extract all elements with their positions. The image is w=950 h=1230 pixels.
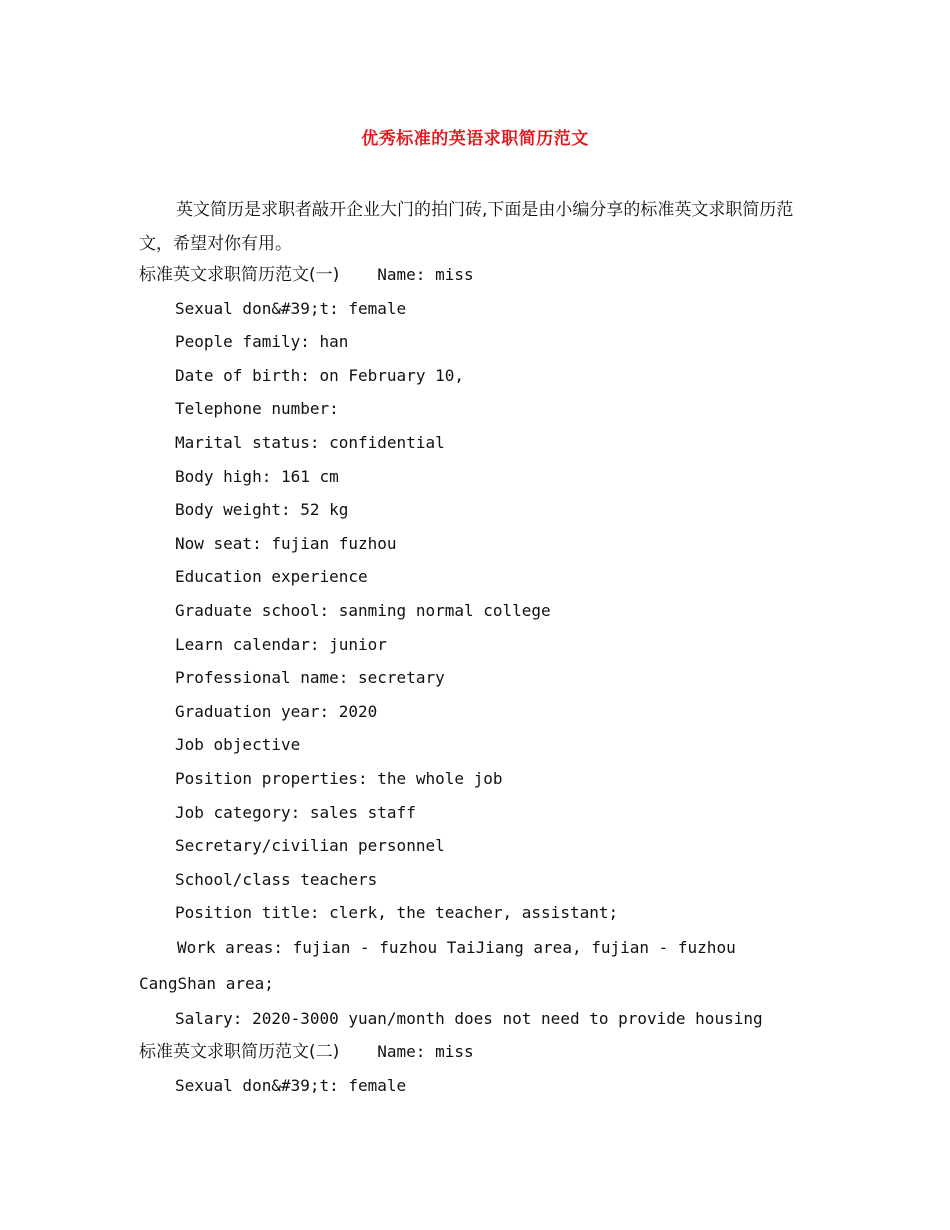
resume-2-heading-line xyxy=(0,1035,950,1069)
resume-1-item: Body high: 161 cm xyxy=(175,466,339,486)
resume-1-item: Now seat: fujian fuzhou xyxy=(175,533,397,553)
resume-1-item: Job objective xyxy=(175,735,301,755)
resume-1-item: Telephone number: xyxy=(175,399,339,419)
resume-1-salary: Salary: 2020-3000 yuan/month does not need to provide housing xyxy=(175,1008,763,1028)
resume-1-item: Professional name: secretary xyxy=(175,668,445,688)
resume-1-item: Job category: sales staff xyxy=(175,802,416,822)
document-title: 优秀标准的英语求职简历范文 xyxy=(361,129,589,149)
resume-1-work-areas: Work areas: fujian - fuzhou TaiJiang area, fujian - fuzhou CangShan area; xyxy=(139,937,736,993)
resume-2-item: Sexual don&#39;t: female xyxy=(175,1076,407,1096)
resume-1-item: Learn calendar: junior xyxy=(175,634,387,654)
resume-1-item: Secretary/civilian personnel xyxy=(175,836,445,856)
resume-1-item: People family: han xyxy=(175,332,349,352)
resume-1-item: Position title: clerk, the teacher, assistant; xyxy=(175,903,619,923)
resume-1-heading-line xyxy=(0,258,950,292)
resume-1-item: Graduate school: sanming normal college xyxy=(175,600,551,620)
resume-1-item: Sexual don&#39;t: female xyxy=(175,298,407,318)
resume-1-name: Name: miss xyxy=(377,265,474,284)
resume-1-item: Education experience xyxy=(175,567,368,587)
resume-1-item: Marital status: confidential xyxy=(175,432,445,452)
resume-1-item: Body weight: 52 kg xyxy=(175,500,349,520)
resume-1-item: School/class teachers xyxy=(175,869,378,889)
resume-1-heading: 标准英文求职简历范文(一) xyxy=(139,265,340,285)
resume-1-item: Position properties: the whole job xyxy=(175,768,503,788)
intro-paragraph: 英文简历是求职者敲开企业大门的拍门砖,下面是由小编分享的标准英文求职简历范文，希望对你有用。 xyxy=(139,200,794,254)
resume-2-name: Name: miss xyxy=(377,1042,474,1062)
resume-1-item: Graduation year: 2020 xyxy=(175,701,378,721)
resume-2-heading: 标准英文求职简历范文(二) xyxy=(139,1042,340,1063)
resume-1-item: Date of birth: on February 10, xyxy=(175,365,464,385)
resume-lines xyxy=(0,258,950,1103)
